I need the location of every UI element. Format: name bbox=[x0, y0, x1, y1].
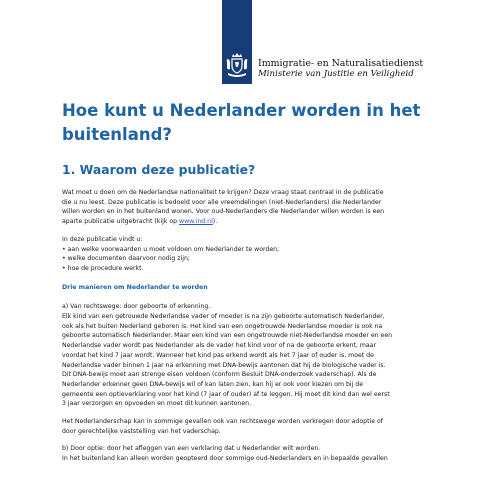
text-fragment: aparte publicatie uitgebracht (kijk op bbox=[62, 218, 180, 226]
text-line: Nederlandse vader binnen 1 jaar na erkenning met DNA-bewijs aantonen dat hij de biologische vader is. bbox=[62, 361, 386, 369]
methods-heading: Drie manieren om Nederlander te worden bbox=[62, 283, 208, 291]
intro-paragraph bbox=[62, 188, 420, 227]
section-heading-text: Waarom deze publicatie? bbox=[79, 162, 256, 177]
method-a-paragraph bbox=[62, 312, 420, 409]
text-line: 3 jaar verzorgen en opvoeden en moet dit kunnen aantonen. bbox=[62, 400, 252, 408]
text-line bbox=[62, 217, 420, 227]
text-line: voordat het kind 7 jaar wordt. Wanneer het kind pas erkend wordt als het 7 jaar of ouder is, moet de bbox=[62, 351, 374, 359]
list-item: • welke documenten daarvoor nodig zijn; bbox=[62, 254, 420, 264]
adoption-paragraph bbox=[62, 417, 420, 436]
text-line: door gerechtelijke vaststelling van het vaderschap. bbox=[62, 427, 221, 435]
ind-website-link[interactable]: www.ind.nl bbox=[179, 218, 213, 226]
method-b-heading: b) Door optie: door het afleggen van een verklaring dat u Nederlander wilt worden. bbox=[62, 445, 321, 453]
text-line: Het Nederlanderschap kan in sommige gevallen ook van rechtswege worden verkregen door adoptie of bbox=[62, 418, 383, 426]
text-fragment: ). bbox=[212, 218, 218, 226]
text-line: Wat moet u doen om de Nederlandse nationaliteit te krijgen? Deze vraag staat centraal in de publicatie bbox=[62, 189, 384, 196]
list-item: • hoe de procedure werkt. bbox=[62, 264, 420, 274]
coat-of-arms-icon bbox=[222, 50, 252, 80]
text-line: geboorte automatisch Nederlander. Maar een kind van een ongetrouwde niet-Nederlandse moeder en een bbox=[62, 332, 393, 340]
text-line: Elk kind van een getrouwde Nederlandse vader of moeder is na zijn geboorte automatisch Nederlander, bbox=[62, 313, 385, 321]
org-name-label: Immigratie- en Naturalisatiedienst bbox=[258, 58, 424, 69]
document-body bbox=[62, 188, 420, 464]
method-b-paragraph bbox=[62, 454, 420, 464]
section-heading bbox=[62, 162, 255, 177]
text-line: die u nu leest. Deze publicatie is bedoeld voor alle vreemdelingen (niet-Nederlanders) die Nederlander bbox=[62, 198, 382, 206]
document-title: Hoe kunt u Nederlander worden in het buitenland? bbox=[62, 101, 421, 144]
text-line: willen worden en in het buitenland wonen. Voor oud-Nederlanders die Nederlander willen worden is een bbox=[62, 208, 385, 216]
organisation-name bbox=[258, 58, 423, 80]
org-ministry-label: Ministerie van Justitie en Veiligheid bbox=[258, 69, 414, 79]
text-line: gemeente een optieverklaring voor het kind (7 jaar of ouder) af te leggen. Hij moet dit kind dan wel eerst bbox=[62, 390, 390, 398]
contents-lead: In deze publicatie vindt u: bbox=[62, 235, 143, 243]
text-line: Dit DNA-bewijs moet aan strenge eisen voldoen (conform Besluit DNA-onderzoek vaderschap). Als de bbox=[62, 371, 377, 379]
text-line: Nederlandse vader wordt pas Nederlander als de vader het kind voor of na de geboorte erkent, maar bbox=[62, 342, 376, 350]
method-a-heading: a) Van rechtswege: door geboorte of erkenning. bbox=[62, 303, 211, 311]
rijksoverheid-logo-bar bbox=[222, 0, 252, 84]
text-line: ook als het buiten Nederland geboren is. Het kind van een ongetrouwde Nederlandse moeder is ook na bbox=[62, 322, 383, 330]
list-item: • aan welke voorwaarden u moet voldoen om Nederlander te worden; bbox=[62, 245, 420, 255]
text-line: Nederlander erkenner geen DNA-bewijs wil of kan laten zien, kan hij er ook voor kiezen om bij de bbox=[62, 380, 364, 388]
text-line: In het buitenland kan alleen worden geopteerd door sommige oud-Nederlanders en in bepaalde gevallen bbox=[62, 455, 388, 463]
contents-list bbox=[62, 245, 420, 274]
section-number: 1. bbox=[62, 162, 76, 177]
